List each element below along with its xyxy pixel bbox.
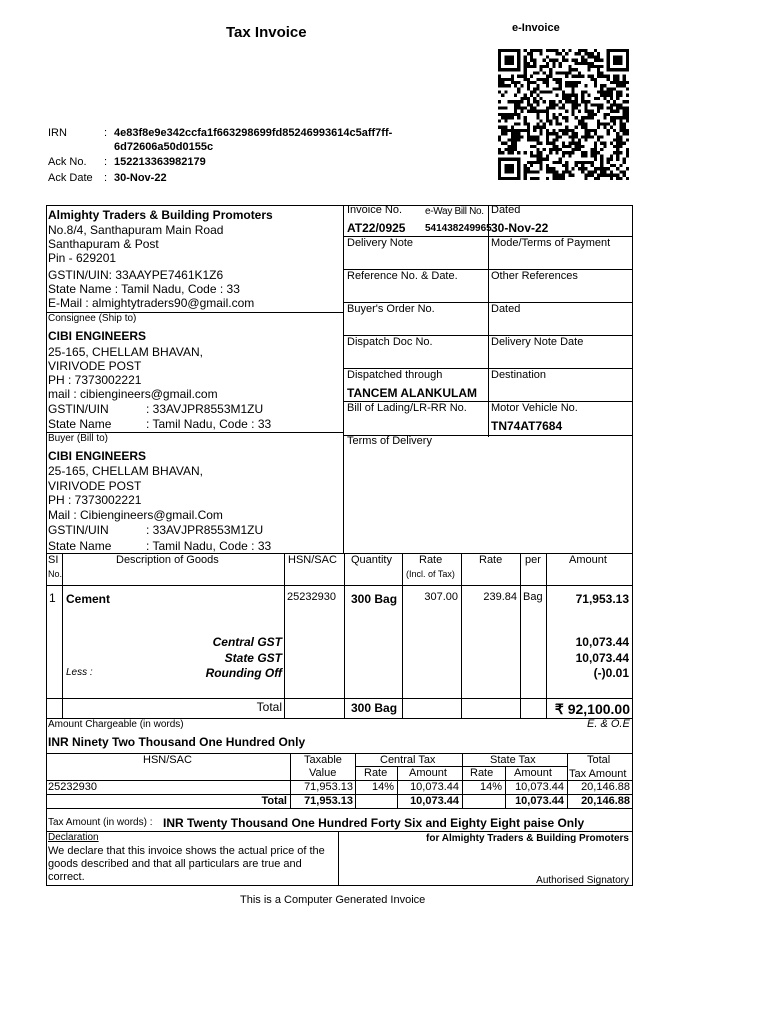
tax-col-header-rate: Rate xyxy=(364,767,388,779)
col-header-rate: Rate xyxy=(479,554,503,566)
ack-no-colon: : xyxy=(104,156,108,168)
row-rate-incl: 307.00 xyxy=(424,591,458,603)
col-header-rate-incl: Rate xyxy=(419,554,443,566)
col-header-description: Description of Goods xyxy=(116,554,219,566)
less-label: Less : xyxy=(66,667,93,678)
tax-total-total: 20,146.88 xyxy=(581,795,630,807)
invoice-no-label: Invoice No. xyxy=(347,204,403,216)
cgst-value: 10,073.44 xyxy=(575,635,629,649)
seller-address-line: Santhapuram & Post xyxy=(48,237,159,251)
buyer-email: Mail : Cibiengineers@gmail.Com xyxy=(48,508,223,522)
buyer-address-line: 25-165, CHELLAM BHAVAN, xyxy=(48,464,203,478)
consignee-gstin-value: : 33AVJPR8553M1ZU xyxy=(146,402,264,416)
tax-col-header-amount: Amount xyxy=(409,767,447,779)
amount-words-label: Amount Chargeable (in words) xyxy=(48,719,184,730)
consignee-phone: PH : 7373002221 xyxy=(48,373,142,387)
col-header-per: per xyxy=(525,554,541,566)
row-description: Cement xyxy=(66,592,111,606)
tax-row-central-rate: 14% xyxy=(371,781,394,793)
total-label: Total xyxy=(256,700,282,714)
ack-date-value: 30-Nov-22 xyxy=(114,172,167,184)
line xyxy=(344,553,345,718)
line xyxy=(397,766,398,808)
consignee-heading: Consignee (Ship to) xyxy=(48,313,137,324)
rounding-label: Rounding Off xyxy=(205,666,282,680)
buyers-order-label: Buyer's Order No. xyxy=(347,303,435,315)
tax-row-state-rate: 14% xyxy=(479,781,502,793)
declaration-line: goods described and that all particulars are true and xyxy=(48,858,302,870)
line xyxy=(505,766,506,808)
eway-label: e-Way Bill No. xyxy=(425,206,484,217)
total-quantity: 300 Bag xyxy=(351,701,398,715)
tax-row-central-amount: 10,073.44 xyxy=(410,781,459,793)
col-header-sl: SI xyxy=(48,554,59,566)
invoice-no-value: AT22/0925 xyxy=(347,221,406,235)
line xyxy=(46,205,633,206)
for-company-label: for Almighty Traders & Building Promoters xyxy=(426,833,629,844)
irn-colon: : xyxy=(104,127,108,139)
dispatched-through-label: Dispatched through xyxy=(347,369,443,381)
total-amount: ₹ 92,100.00 xyxy=(554,701,630,717)
tax-col-header-state: State Tax xyxy=(490,754,536,766)
authorised-signatory-label: Authorised Signatory xyxy=(536,875,629,886)
consignee-state-label: State Name xyxy=(48,417,112,431)
line xyxy=(338,831,339,885)
line xyxy=(62,553,63,718)
seller-name: Almighty Traders & Building Promoters xyxy=(48,208,273,222)
line xyxy=(402,553,403,718)
line xyxy=(520,553,521,718)
buyer-gstin-label: GSTIN/UIN xyxy=(48,523,109,537)
sgst-label: State GST xyxy=(224,651,282,665)
tax-col-header-hsn: HSN/SAC xyxy=(143,754,192,766)
buyer-gstin-value: : 33AVJPR8553M1ZU xyxy=(146,523,264,537)
terms-of-delivery-label: Terms of Delivery xyxy=(347,435,432,447)
consignee-address-line: VIRIVODE POST xyxy=(48,359,142,373)
reference-no-label: Reference No. & Date. xyxy=(347,270,458,282)
buyer-phone: PH : 7373002221 xyxy=(48,493,142,507)
dispatched-through-value: TANCEM ALANKULAM xyxy=(347,386,477,400)
row-hsn: 25232930 xyxy=(287,591,336,603)
line xyxy=(290,753,291,808)
tax-col-header-amount: Amount xyxy=(514,767,552,779)
line xyxy=(284,553,285,718)
tax-col-header-total: Total xyxy=(587,754,611,766)
tax-row-taxable: 71,953.13 xyxy=(304,781,353,793)
line xyxy=(46,808,633,809)
eway-no-value: 541438249965 xyxy=(425,223,492,234)
tax-col-header-taxable: Taxable xyxy=(304,754,342,766)
consignee-email: mail : cibiengineers@gmail.com xyxy=(48,387,218,401)
declaration-line: correct. xyxy=(48,871,85,883)
col-header-hsn: HSN/SAC xyxy=(288,554,337,566)
bill-of-lading-label: Bill of Lading/LR-RR No. xyxy=(347,402,467,414)
eoe-label: E. & O.E xyxy=(587,718,630,730)
qr-code-icon xyxy=(498,47,629,182)
tax-total-label: Total xyxy=(261,795,287,807)
row-per: Bag xyxy=(523,591,543,603)
dated-value: 30-Nov-22 xyxy=(491,221,549,235)
tax-total-taxable: 71,953.13 xyxy=(304,795,353,807)
delivery-note-date-label: Delivery Note Date xyxy=(491,336,584,348)
cgst-label: Central GST xyxy=(212,635,282,649)
seller-state: State Name : Tamil Nadu, Code : 33 xyxy=(48,282,240,296)
col-header-amount: Amount xyxy=(569,554,607,566)
line xyxy=(632,205,633,885)
line xyxy=(462,753,463,808)
seller-gstin: GSTIN/UIN: 33AAYPE7461K1Z6 xyxy=(48,268,224,282)
destination-label: Destination xyxy=(491,369,547,381)
irn-value-1: 4e83f8e9e342ccfa1f663298699fd85246993614c5aff7ff- xyxy=(114,127,393,139)
einvoice-label: e-Invoice xyxy=(512,22,560,34)
consignee-state-value: : Tamil Nadu, Code : 33 xyxy=(146,417,272,431)
seller-email: E-Mail : almightytraders90@gmail.com xyxy=(48,296,255,310)
line xyxy=(567,753,568,808)
ack-no-label: Ack No. xyxy=(48,156,87,168)
dispatch-doc-label: Dispatch Doc No. xyxy=(347,336,433,348)
buyer-address-line: VIRIVODE POST xyxy=(48,479,142,493)
buyer-name: CIBI ENGINEERS xyxy=(48,449,147,463)
col-header-quantity: Quantity xyxy=(351,554,392,566)
tax-col-header-rate: Rate xyxy=(470,767,494,779)
line xyxy=(546,553,547,718)
footer-note: This is a Computer Generated Invoice xyxy=(240,894,426,906)
line xyxy=(46,205,47,885)
ack-no-value: 152213363982179 xyxy=(114,156,206,168)
ack-date-colon: : xyxy=(104,172,108,184)
row-amount: 71,953.13 xyxy=(575,592,629,606)
buyer-state-label: State Name xyxy=(48,539,112,553)
delivery-note-label: Delivery Note xyxy=(347,237,414,249)
irn-label: IRN xyxy=(48,127,67,139)
tax-row-hsn: 25232930 xyxy=(48,781,97,793)
tax-col-header-central: Central Tax xyxy=(380,754,436,766)
line xyxy=(343,205,344,553)
tax-total-central-amount: 10,073.44 xyxy=(410,795,459,807)
col-header-sl: No. xyxy=(48,569,63,579)
tax-row-state-amount: 10,073.44 xyxy=(515,781,564,793)
line xyxy=(46,698,633,699)
consignee-name: CIBI ENGINEERS xyxy=(48,329,147,343)
tax-col-header-taxable: Value xyxy=(309,767,337,779)
dated-label: Dated xyxy=(491,204,521,216)
row-sl: 1 xyxy=(49,591,56,605)
buyer-state-value: : Tamil Nadu, Code : 33 xyxy=(146,539,272,553)
seller-address-line: No.8/4, Santhapuram Main Road xyxy=(48,223,224,237)
motor-vehicle-label: Motor Vehicle No. xyxy=(491,402,578,414)
motor-vehicle-value: TN74AT7684 xyxy=(491,419,563,433)
page-title: Tax Invoice xyxy=(226,24,307,41)
col-header-rate-incl: (Incl. of Tax) xyxy=(406,569,455,579)
tax-words-label: Tax Amount (in words) : xyxy=(48,817,153,828)
line xyxy=(461,553,462,718)
row-quantity: 300 Bag xyxy=(351,592,398,606)
irn-value-2: 6d72606a50d0155c xyxy=(114,141,214,153)
tax-col-header-total: Tax Amount xyxy=(569,768,627,780)
tax-total-state-amount: 10,073.44 xyxy=(515,795,564,807)
buyer-heading: Buyer (Bill to) xyxy=(48,433,109,444)
declaration-line: We declare that this invoice shows the actual price of the xyxy=(48,845,325,857)
sgst-value: 10,073.44 xyxy=(575,651,629,665)
line xyxy=(46,831,633,832)
dated2-label: Dated xyxy=(491,303,521,315)
line xyxy=(488,205,489,437)
line xyxy=(46,585,633,586)
other-references-label: Other References xyxy=(491,270,578,282)
seller-address-line: Pin - 629201 xyxy=(48,251,117,265)
consignee-address-line: 25-165, CHELLAM BHAVAN, xyxy=(48,345,203,359)
mode-terms-label: Mode/Terms of Payment xyxy=(491,237,611,249)
tax-words-value: INR Twenty Thousand One Hundred Forty Six and Eighty Eight paise Only xyxy=(163,816,585,830)
rounding-value: (-)0.01 xyxy=(593,666,629,680)
consignee-gstin-label: GSTIN/UIN xyxy=(48,402,109,416)
amount-words-value: INR Ninety Two Thousand One Hundred Only xyxy=(48,735,306,749)
row-rate: 239.84 xyxy=(483,591,517,603)
tax-row-total: 20,146.88 xyxy=(581,781,630,793)
declaration-heading: Declaration xyxy=(48,832,99,843)
line xyxy=(355,753,356,808)
ack-date-label: Ack Date xyxy=(48,172,93,184)
